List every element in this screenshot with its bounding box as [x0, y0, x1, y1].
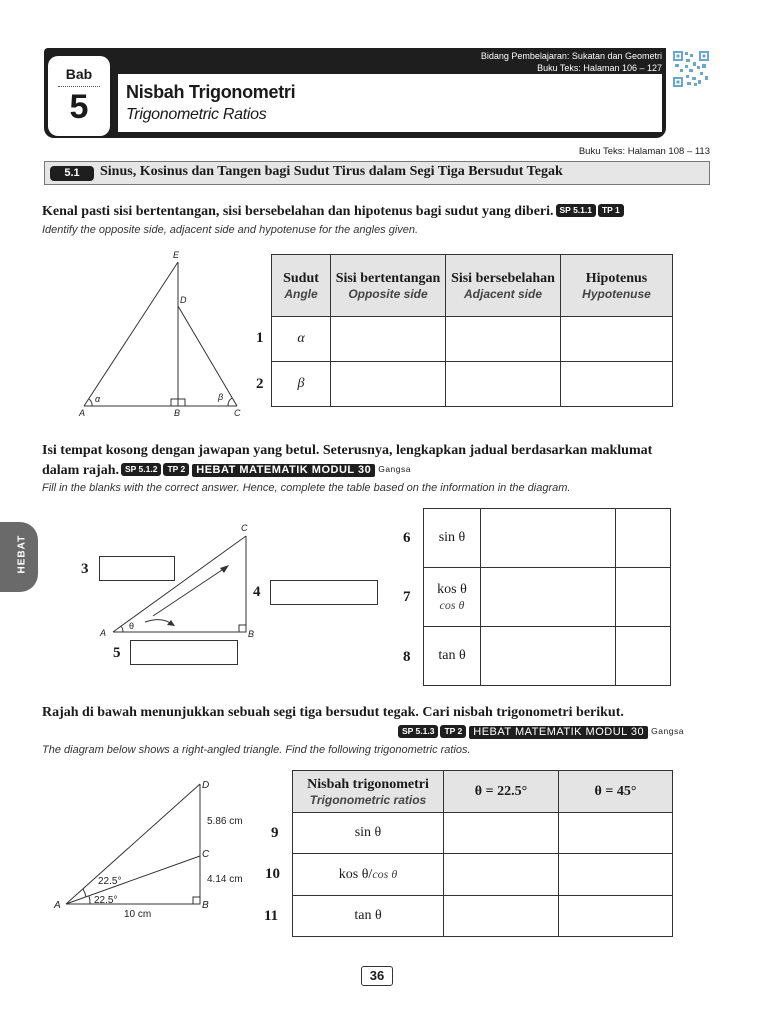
page-number: 36: [361, 966, 393, 986]
row-number-6: 6: [403, 530, 411, 546]
answer-cell[interactable]: [444, 895, 559, 936]
answer-cell[interactable]: [559, 895, 673, 936]
angle-cell: α: [272, 317, 331, 362]
side-tab-label: HEBAT: [16, 534, 28, 574]
textbook-pages-section: Buku Teks: Halaman 108 – 113: [578, 146, 710, 157]
answer-cell[interactable]: [559, 813, 673, 854]
label-B: B: [248, 629, 255, 639]
length-DC: 5.86 cm: [207, 816, 243, 827]
answer-cell[interactable]: [616, 627, 671, 686]
answer-cell[interactable]: [446, 362, 561, 407]
question3-text: Rajah di bawah menunjukkan sebuah segi tiga bersudut tegak. Cari nisbah trigonometri berikut.: [42, 705, 624, 720]
answer-cell[interactable]: [444, 813, 559, 854]
answer-cell[interactable]: [561, 362, 673, 407]
header-adjacent: Sisi bersebelahan Adjacent side: [446, 255, 561, 317]
ratio-table-2: [423, 508, 671, 686]
label-C: C: [234, 408, 241, 418]
label-D: D: [180, 295, 187, 305]
row-number-2: 2: [256, 376, 264, 392]
triangle-diagram-1: [72, 246, 252, 421]
section-number-badge: 5.1: [50, 166, 94, 181]
tp-badge: TP 2: [440, 725, 466, 738]
label-D: D: [202, 780, 210, 791]
level-label: Gangsa: [651, 726, 684, 736]
answer-cell[interactable]: [481, 509, 616, 568]
textbook-line: Buku Teks: Halaman 106 – 127: [537, 63, 662, 73]
chapter-number: 5: [69, 88, 89, 126]
label-A: A: [54, 900, 61, 911]
answer-cell[interactable]: [446, 317, 561, 362]
blank-number-3: 3: [81, 561, 89, 577]
question2-text: Isi tempat kosong dengan jawapan yang betul. Seterusnya, lengkapkan jadual berdasarkan maklumat dalam rajah. SP 5.1.2 TP 2 HEBAT MATEMATIK MODUL 30 Gangsa: [42, 443, 653, 478]
header-theta-45: θ = 45°: [559, 771, 673, 813]
question3-badges: [396, 723, 684, 741]
ratio-label: sin θ: [424, 509, 481, 568]
label-E: E: [173, 250, 180, 260]
label-A: A: [100, 628, 107, 638]
blank-number-5: 5: [113, 645, 121, 661]
chapter-title-en: Trigonometric Ratios: [126, 106, 267, 123]
hebat-module-badge: HEBAT MATEMATIK MODUL 30: [469, 726, 648, 739]
answer-cell[interactable]: [481, 627, 616, 686]
tp-badge: TP 1: [598, 204, 624, 217]
level-label: Gangsa: [378, 464, 411, 474]
header-hypotenuse: Hipotenus Hypotenuse: [561, 255, 673, 317]
triangle-diagram-3: [50, 776, 260, 921]
chapter-title-ms: Nisbah Trigonometri: [126, 82, 296, 102]
blank-number-4: 4: [253, 584, 261, 600]
header-opposite: Sisi bertentangan Opposite side: [331, 255, 446, 317]
section-title: Sinus, Kosinus dan Tangen bagi Sudut Tirus dalam Segi Tiga Bersudut Tegak: [100, 164, 563, 179]
ratio-table-3: [292, 770, 673, 937]
question1-text: Kenal pasti sisi bertentangan, sisi bersebelahan dan hipotenus bagi sudut yang diberi. SP 5.1.1 TP 1: [42, 203, 722, 221]
label-beta: β: [218, 392, 224, 402]
label-B: B: [202, 900, 209, 911]
header-trig-ratios: Nisbah trigonometri Trigonometric ratios: [293, 771, 444, 813]
question2-text-en: Fill in the blanks with the correct answer. Hence, complete the table based on the information in the diagram.: [42, 482, 571, 494]
ratio-label: kos θ/cos θ: [293, 854, 444, 895]
learning-field-info: [481, 50, 662, 74]
side-identification-table: [271, 254, 673, 407]
sp-badge: SP 5.1.1: [556, 204, 596, 217]
answer-box-5[interactable]: [130, 640, 238, 665]
length-AB: 10 cm: [124, 909, 152, 920]
sp-badge: SP 5.1.3: [398, 725, 438, 738]
label-B: B: [174, 408, 181, 418]
angle-cell: β: [272, 362, 331, 407]
answer-box-3[interactable]: [99, 556, 175, 581]
row-number-11: 11: [264, 908, 279, 924]
sp-badge: SP 5.1.2: [121, 463, 161, 476]
row-number-9: 9: [271, 825, 279, 841]
ratio-label: tan θ: [424, 627, 481, 686]
ratio-label: tan θ: [293, 895, 444, 936]
label-C: C: [202, 849, 210, 860]
answer-box-4[interactable]: [270, 580, 378, 605]
label-C: C: [241, 523, 248, 533]
question3-text-en: The diagram below shows a right-angled triangle. Find the following trigonometric ratios.: [42, 744, 471, 756]
hebat-module-badge: HEBAT MATEMATIK MODUL 30: [192, 464, 375, 477]
header-theta-22-5: θ = 22.5°: [444, 771, 559, 813]
label-A: A: [79, 408, 86, 418]
label-theta: θ: [129, 621, 135, 631]
answer-cell[interactable]: [616, 568, 671, 627]
angle-label-2: 22.5°: [94, 895, 118, 906]
qr-code-icon[interactable]: [672, 50, 710, 88]
label-alpha: α: [95, 394, 101, 404]
ratio-label: kos θ cos θ: [424, 568, 481, 627]
ratio-label: sin θ: [293, 813, 444, 854]
bab-label: Bab: [65, 66, 93, 82]
row-number-1: 1: [256, 330, 264, 346]
answer-cell[interactable]: [331, 362, 446, 407]
length-CB: 4.14 cm: [207, 874, 243, 885]
angle-label-1: 22.5°: [98, 876, 122, 887]
question1-text-en: Identify the opposite side, adjacent side and hypotenuse for the angles given.: [42, 224, 419, 236]
header-angle: Sudut Angle: [272, 255, 331, 317]
answer-cell[interactable]: [559, 854, 673, 895]
answer-cell[interactable]: [444, 854, 559, 895]
bab-divider: [58, 86, 100, 87]
row-number-10: 10: [265, 866, 280, 882]
row-number-7: 7: [403, 589, 411, 605]
row-number-8: 8: [403, 649, 411, 665]
answer-cell[interactable]: [561, 317, 673, 362]
answer-cell[interactable]: [616, 509, 671, 568]
answer-cell[interactable]: [481, 568, 616, 627]
field-line: Bidang Pembelajaran: Sukatan dan Geometri: [480, 51, 662, 61]
tp-badge: TP 2: [163, 463, 189, 476]
answer-cell[interactable]: [331, 317, 446, 362]
